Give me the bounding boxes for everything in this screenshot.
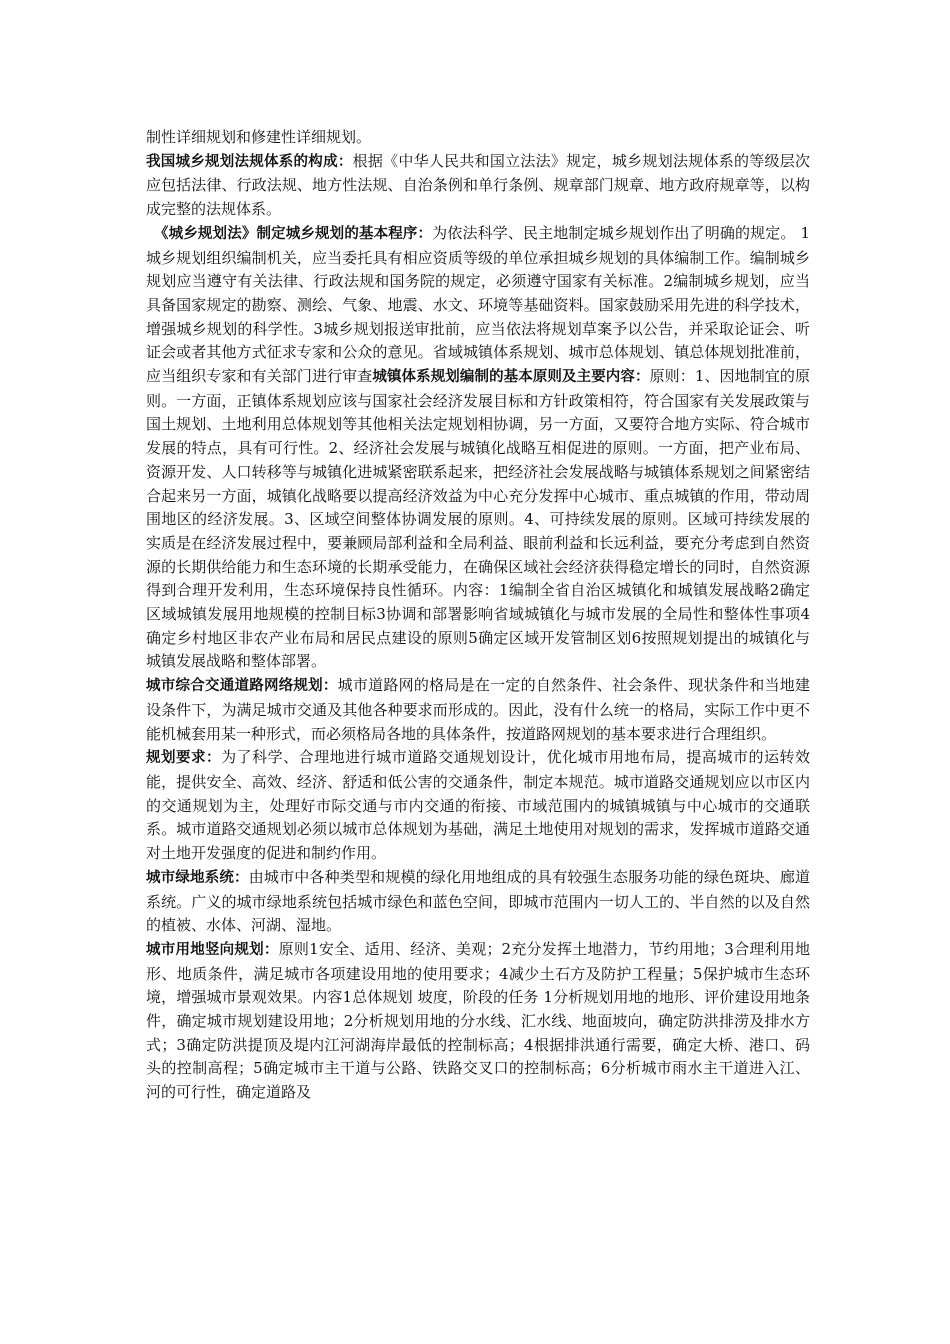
paragraph-heading: 我国城乡规划法规体系的构成：: [146, 153, 353, 170]
paragraph-road-network: [146, 674, 810, 746]
paragraph-green-space: [146, 866, 810, 938]
paragraph-text: 原则1安全、适用、经济、美观；2充分发挥土地潜力，节约用地；3合理利用地形、地质条件，满足城市各项建设用地的使用要求；4减少土石方及防护工程量；5保护城市生态环境，增强城市景观效果。内容1总体规划 坡度，阶段的任务 1分析规划用地的地形、评价建设用地条件，确定城市规划建设用地；2分析规划用地的分水线、汇水线、地面坡向，确定防洪排涝及排水方式；3确定防洪提顶及堤内江河湖海岸最低的控制标高；4根据排洪通行需要，确定大桥、港口、码头的控制高程；5确定城市主干道与公路、铁路交叉口的控制标高；6分析城市雨水主干道进入江、河的可行性，确定道路及: [146, 939, 811, 1102]
paragraph-text: 由城市中各种类型和规模的绿化用地组成的具有较强生态服务功能的绿色斑块、廊道系统。广义的城市绿地系统包括城市绿色和蓝色空间，即城市范围内一切人工的、半自然的以及自然的植被、水体、河湖、湿地。: [146, 867, 810, 935]
paragraph-text: 制性详细规划和修建性详细规划。: [146, 128, 372, 146]
paragraph-planning-requirements: [146, 746, 810, 866]
paragraph-regulation-system: [146, 150, 810, 222]
document-page: [146, 126, 810, 1105]
paragraph-text: 为依法科学、民主地制定城乡规划作出了明确的规定。 1城乡规划组织编制机关，应当委托具有相应资质等级的单位承担城乡规划的具体编制工作。编制城乡规划应当遵守有关法律、行政法规和国务院的规定，必须遵守国家有关标准。2编制城乡规划，应当具备国家规定的勘察、测绘、气象、地震、水文、环境等基础资料。国家鼓励采用先进的科学技术，增强城乡规划的科学性。3城乡规划报送审批前，应当依法将规划草案予以公告，并采取论证会、听证会或者其他方式征求专家和公众的意见。省域城镇体系规划、城市总体规划、镇总体规划批准前，应当组织专家和有关部门进行审查: [146, 223, 810, 386]
paragraph-text: 为了科学、合理地进行城市道路交通规划设计，优化城市用地布局，提高城市的运转效能，提供安全、高效、经济、舒适和低公害的交通条件，制定本规范。城市道路交通规划应以市区内的交通规划为主，处理好市际交通与市内交通的衔接、市域范围内的城镇城镇与中心城市的交通联系。城市道路交通规划必须以城市总体规划为基础，满足土地使用对规划的需求，发挥城市道路交通对土地开发强度的促进和制约作用。: [146, 748, 810, 863]
paragraph-heading-inline: 城镇体系规划编制的基本原则及主要内容：: [372, 369, 650, 386]
paragraph-planning-procedure: [146, 222, 810, 674]
paragraph-text: 根据《中华人民共和国立法法》规定，城乡规划法规体系的等级层次应包括法律、行政法规、地方性法规、自治条例和单行条例、规章部门规章、地方政府规章等，以构成完整的法规体系。: [146, 151, 810, 219]
paragraph-text-continued: 原则：1、因地制宜的原则。一方面，正镇体系规划应该与国家社会经济发展目标和方针政策相符，符合国家有关发展政策与国土规划、土地利用总体规划等其他相关法定规划相协调，另一方面，又要符合地方实际、符合城市发展的特点，具有可行性。2、经济社会发展与城镇化战略互相促进的原则。一方面，把产业布局、资源开发、人口转移等与城镇化进城紧密联系起来，把经济社会发展战略与城镇体系规划之间紧密结合起来另一方面，城镇化战略要以提高经济效益为中心充分发挥中心城市、重点城镇的作用，带动周围地区的经济发展。3、区域空间整体协调发展的原则。4、可持续发展的原则。区域可持续发展的实质是在经济发展过程中，要兼顾局部利益和全局利益、眼前利益和长远利益，要充分考虑到自然资源的长期供给能力和生态环境的长期承受能力，在确保区域社会经济获得稳定增长的同时，自然资源得到合理开发利用，生态环境保持良性循环。内容：1编制全省自治区城镇化和城镇发展战略2确定区域城镇发展用地规模的控制目标3协调和部署影响省域城镇化与城市发展的全局性和整体性事项4确定乡村地区非农产业布局和居民点建设的原则5确定区域开发管制区划6按照规划提出的城镇化与城镇发展战略和整体部署。: [146, 367, 811, 671]
paragraph-heading: 规划要求：: [146, 750, 222, 767]
paragraph-text: 城市道路网的格局是在一定的自然条件、社会条件、现状条件和当地建设条件下，为满足城市交通及其他各种要求而形成的。因此，没有什么统一的格局，实际工作中更不能机械套用某一种形式，而必须格局各地的具体条件，按道路网规划的基本要求进行合理组织。: [146, 676, 810, 743]
paragraph-heading: 城市综合交通道路网络规划：: [146, 678, 338, 695]
paragraph-vertical-planning: [146, 938, 810, 1105]
paragraph-heading: 城市用地竖向规划：: [146, 941, 279, 958]
paragraph-heading: 城市绿地系统：: [146, 869, 249, 886]
paragraph-heading: 《城乡规划法》制定城乡规划的基本程序：: [154, 225, 433, 242]
paragraph-continuation: [146, 126, 810, 150]
